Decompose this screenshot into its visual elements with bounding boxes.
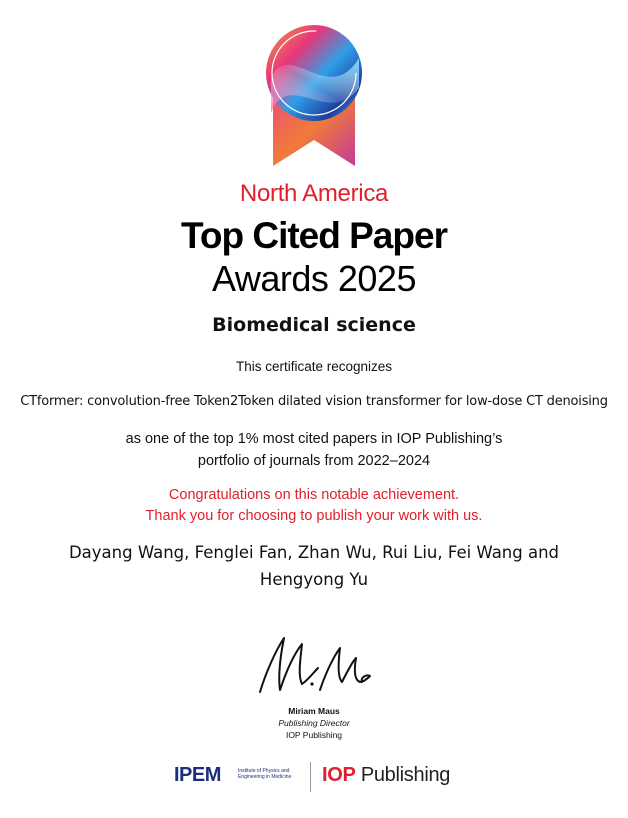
paper-title: CTformer: convolution-free Token2Token dilated vision transformer for low-dose CT denoising xyxy=(20,394,608,409)
award-ribbon-icon xyxy=(259,18,369,168)
footer-logos xyxy=(170,760,470,794)
recognizes-text: This certificate recognizes xyxy=(235,359,393,374)
authors-line2: Hengyong Yu xyxy=(259,570,369,589)
authors-line1: Dayang Wang, Fenglei Fan, Zhan Wu, Rui Liu, Fei Wang and xyxy=(68,543,560,562)
signatory-organization: IOP Publishing xyxy=(285,730,343,740)
signature xyxy=(254,632,374,698)
award-region: North America xyxy=(239,180,389,207)
award-category: Biomedical science xyxy=(212,314,416,336)
congratulations-line1: Congratulations on this notable achievement. xyxy=(168,487,460,503)
cited-statement-line2: portfolio of journals from 2022–2024 xyxy=(197,453,431,469)
award-subtitle: Awards 2025 xyxy=(212,258,416,299)
ipem-name-line2: Engineering in Medicine xyxy=(238,774,292,780)
iop-logo-text: Publishing xyxy=(355,764,451,786)
iop-publishing-logo xyxy=(322,764,450,787)
logo-divider xyxy=(310,762,311,792)
ipem-full-name xyxy=(238,768,291,780)
cited-statement-line1: as one of the top 1% most cited papers in IOP Publishing’s xyxy=(125,431,503,447)
congratulations-line2: Thank you for choosing to publish your work with us. xyxy=(145,508,483,524)
iop-logo-mark: IOP xyxy=(322,764,356,786)
award-title: Top Cited Paper xyxy=(181,215,447,256)
ipem-name-line1: Institute of Physics and xyxy=(238,768,290,774)
signatory-name: Miriam Maus xyxy=(288,706,340,716)
signatory-role: Publishing Director xyxy=(278,718,350,728)
ipem-logo: IPEM xyxy=(174,764,221,786)
